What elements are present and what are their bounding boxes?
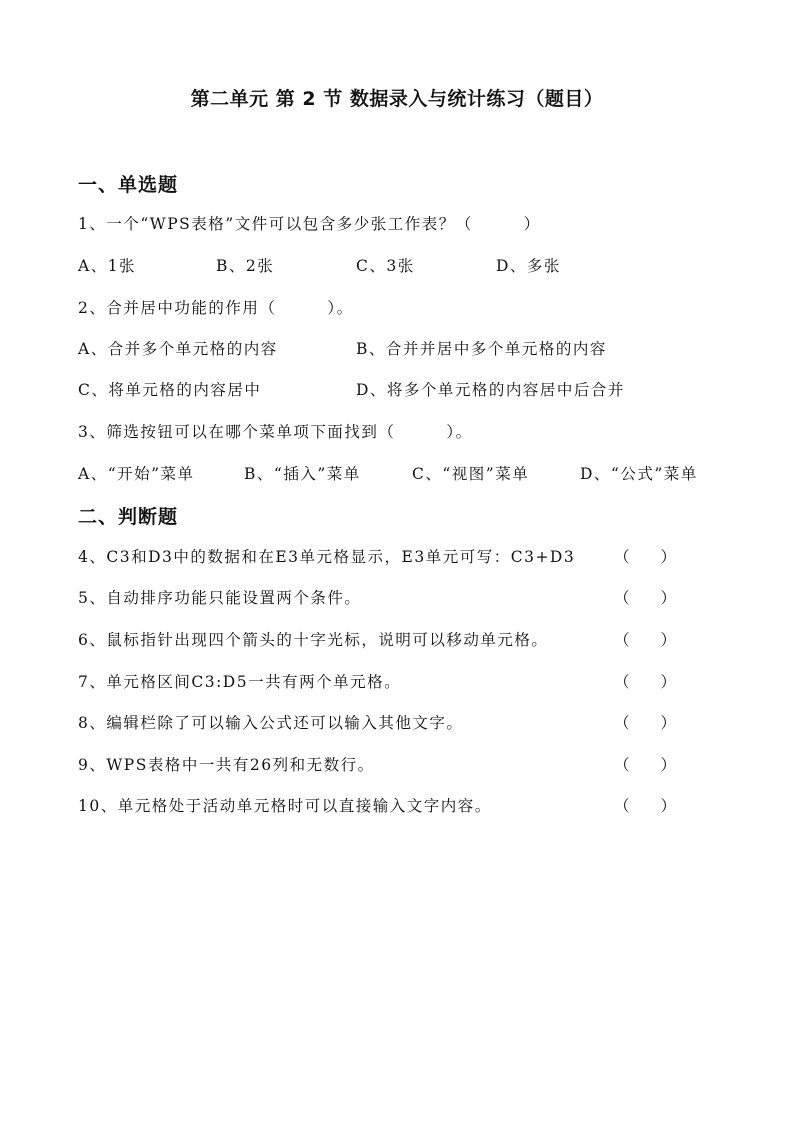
judgment-10-answer-blank: （ ）: [614, 797, 677, 815]
judgment-8: 8、编辑栏除了可以输入公式还可以输入其他文字。: [78, 714, 464, 732]
question-1-option-b: B、2张: [216, 257, 275, 275]
question-3-option-c: C、“视图”菜单: [412, 465, 530, 483]
section-heading-single-choice: 一、单选题: [78, 174, 179, 196]
judgment-9: 9、WPS表格中一共有26列和无数行。: [78, 756, 375, 774]
judgment-4: 4、C3和D3中的数据和在E3单元格显示，E3单元可写：C3+D3: [78, 548, 576, 566]
question-3-option-a: A、“开始”菜单: [78, 465, 195, 483]
question-1-option-a: A、1张: [78, 257, 137, 275]
question-1-option-d: D、多张: [496, 257, 561, 275]
judgment-4-answer-blank: （ ）: [614, 548, 677, 566]
question-2-option-b: B、合并并居中多个单元格的内容: [356, 340, 607, 358]
judgment-6: 6、鼠标指针出现四个箭头的十字光标，说明可以移动单元格。: [78, 631, 549, 649]
question-2: 2、合并居中功能的作用（ ）。: [78, 299, 354, 317]
question-2-option-c: C、将单元格的内容居中: [78, 381, 262, 399]
page-title: 第二单元 第 2 节 数据录入与统计练习（题目）: [190, 88, 604, 110]
judgment-8-answer-blank: （ ）: [614, 714, 677, 732]
question-3-option-d: D、“公式”菜单: [580, 465, 698, 483]
judgment-7: 7、单元格区间C3:D5一共有两个单元格。: [78, 673, 402, 691]
judgment-5: 5、自动排序功能只能设置两个条件。: [78, 589, 362, 607]
judgment-7-answer-blank: （ ）: [614, 673, 677, 691]
question-2-option-a: A、合并多个单元格的内容: [78, 340, 278, 358]
question-1-option-c: C、3张: [356, 257, 415, 275]
question-3-option-b: B、“插入”菜单: [244, 465, 361, 483]
judgment-6-answer-blank: （ ）: [614, 631, 677, 649]
question-2-option-d: D、将多个单元格的内容居中后合并: [356, 381, 625, 399]
judgment-9-answer-blank: （ ）: [614, 756, 677, 774]
judgment-5-answer-blank: （ ）: [614, 589, 677, 607]
section-heading-true-false: 二、判断题: [78, 506, 179, 528]
question-1: 1、一个“WPS表格”文件可以包含多少张工作表？（ ）: [78, 215, 541, 233]
judgment-10: 10、单元格处于活动单元格时可以直接输入文字内容。: [78, 797, 492, 815]
question-3: 3、筛选按钮可以在哪个菜单项下面找到（ ）。: [78, 423, 473, 441]
